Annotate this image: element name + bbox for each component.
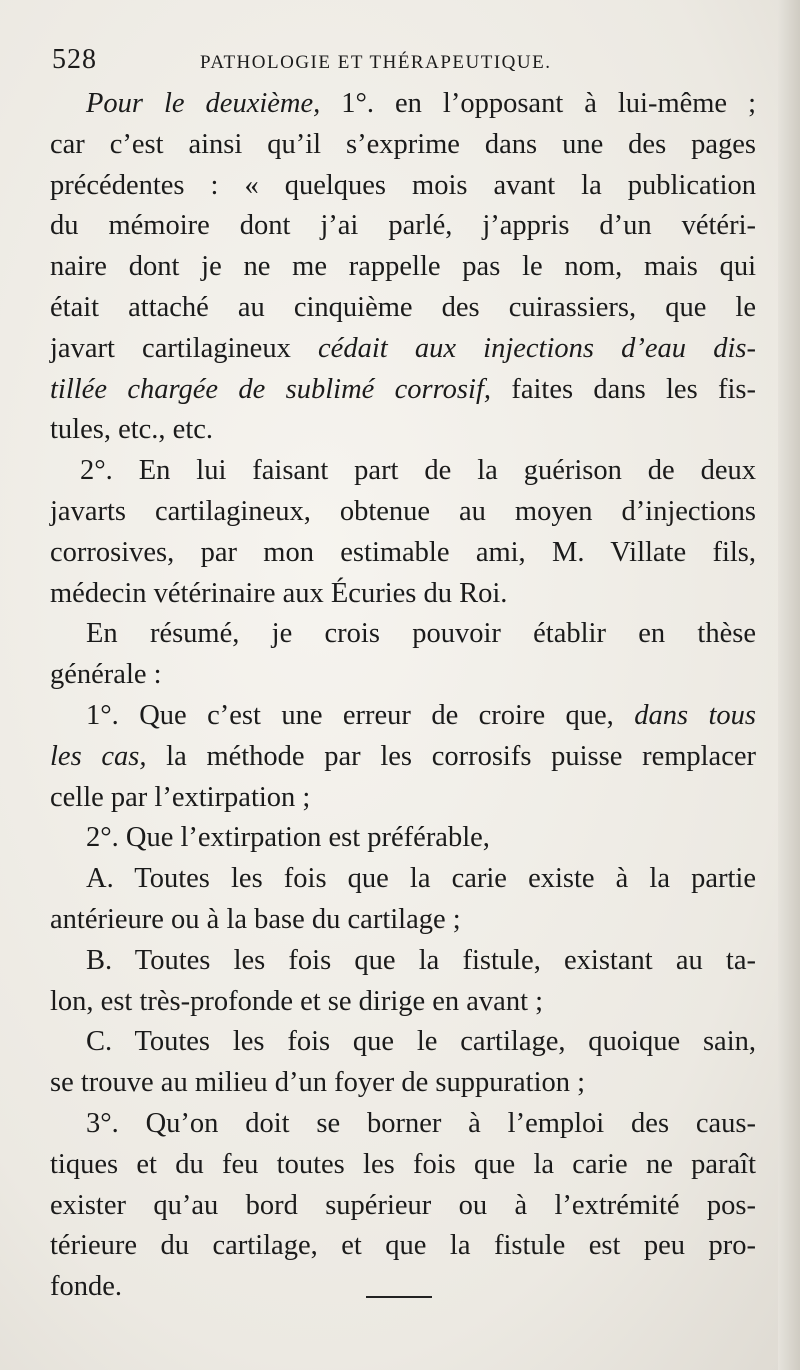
text-line bbox=[50, 982, 756, 1023]
text-line bbox=[50, 1186, 756, 1227]
text-segment: 1°. en l’opposant à lui-même ; bbox=[320, 88, 756, 119]
text-segment: médecin vétérinaire aux Écuries du Roi. bbox=[50, 577, 508, 609]
text-line bbox=[50, 1226, 756, 1267]
text-segment: 2°. En lui faisant part de la guérison de deux bbox=[80, 455, 756, 487]
text-segment: 2°. Que l’extirpation est préférable, bbox=[86, 822, 490, 854]
page-edge-shadow bbox=[778, 0, 800, 1370]
text-line bbox=[50, 492, 756, 533]
text-segment: celle par l’extirpation ; bbox=[50, 781, 311, 813]
text-segment: car c’est ainsi qu’il s’exprime dans une des pages bbox=[50, 128, 756, 160]
text-segment: générale : bbox=[50, 659, 162, 691]
text-line bbox=[50, 696, 756, 737]
running-title: PATHOLOGIE ET THÉRAPEUTIQUE. bbox=[200, 52, 552, 73]
italic-text: Pour le deuxième, bbox=[86, 88, 321, 119]
text-line bbox=[50, 410, 756, 451]
text-segment: 3°. Qu’on doit se borner à l’emploi des caus- bbox=[86, 1107, 756, 1139]
text-line bbox=[50, 737, 756, 778]
text-line bbox=[50, 533, 756, 574]
text-line bbox=[50, 574, 756, 615]
italic-text: les cas, bbox=[50, 740, 147, 772]
text-line bbox=[50, 1267, 756, 1308]
text-segment: du mémoire dont j’ai parlé, j’appris d’un vétéri- bbox=[50, 210, 756, 242]
text-segment: B. Toutes les fois que la fistule, existant au ta- bbox=[86, 944, 756, 976]
text-line bbox=[50, 1145, 756, 1186]
text-segment: la méthode par les corrosifs puisse remplacer bbox=[146, 740, 756, 772]
text-segment: A. Toutes les fois que la carie existe à la partie bbox=[86, 863, 756, 895]
text-line bbox=[50, 818, 756, 859]
text-segment: 1°. Que c’est une erreur de croire que, bbox=[86, 699, 635, 731]
text-segment: exister qu’au bord supérieur ou à l’extrémité pos- bbox=[50, 1189, 756, 1221]
text-segment: faites dans les fis- bbox=[491, 373, 757, 405]
text-line bbox=[50, 370, 756, 411]
text-line bbox=[50, 941, 756, 982]
text-line bbox=[50, 655, 756, 696]
text-segment: javarts cartilagineux, obtenue au moyen d’injections bbox=[50, 495, 756, 527]
body-text bbox=[50, 84, 756, 1308]
text-segment: En résumé, je crois pouvoir établir en thèse bbox=[86, 618, 756, 650]
text-segment: fonde. bbox=[50, 1271, 123, 1303]
text-segment: tiques et du feu toutes les fois que la carie ne paraît bbox=[50, 1148, 756, 1180]
text-line bbox=[50, 1022, 756, 1063]
text-line bbox=[50, 1104, 756, 1145]
text-line bbox=[50, 84, 756, 125]
text-segment: tules, etc., etc. bbox=[50, 414, 214, 446]
footer-rule bbox=[366, 1296, 432, 1298]
text-line bbox=[50, 451, 756, 492]
text-segment: térieure du cartilage, et que la fistule est peu pro- bbox=[50, 1230, 756, 1262]
text-segment: antérieure ou à la base du cartilage ; bbox=[50, 903, 461, 935]
text-segment: naire dont je ne me rappelle pas le nom, mais qui bbox=[50, 251, 756, 283]
text-segment: lon, est très-profonde et se dirige en avant ; bbox=[50, 985, 544, 1017]
text-line bbox=[50, 166, 756, 207]
page-number: 528 bbox=[52, 44, 97, 75]
text-segment: était attaché au cinquième des cuirassiers, que le bbox=[50, 291, 756, 323]
text-line bbox=[50, 125, 756, 166]
italic-text: tillée chargée de sublimé corrosif, bbox=[50, 373, 491, 405]
text-line bbox=[50, 329, 756, 370]
page-header bbox=[52, 44, 752, 80]
text-line bbox=[50, 614, 756, 655]
text-segment: javart cartilagineux bbox=[50, 332, 319, 364]
text-line bbox=[50, 778, 756, 819]
text-segment: C. Toutes les fois que le cartilage, quoique sain, bbox=[86, 1026, 756, 1058]
text-line bbox=[50, 288, 756, 329]
text-line bbox=[50, 900, 756, 941]
italic-text: cédait aux injections d’eau dis- bbox=[318, 332, 756, 364]
italic-text: dans tous bbox=[634, 699, 756, 731]
text-segment: précédentes : « quelques mois avant la publication bbox=[50, 169, 756, 201]
text-segment: corrosives, par mon estimable ami, M. Villate fils, bbox=[50, 536, 756, 568]
text-line bbox=[50, 1063, 756, 1104]
text-line bbox=[50, 859, 756, 900]
text-line bbox=[50, 206, 756, 247]
text-segment: se trouve au milieu d’un foyer de suppuration ; bbox=[50, 1067, 586, 1099]
text-line bbox=[50, 247, 756, 288]
